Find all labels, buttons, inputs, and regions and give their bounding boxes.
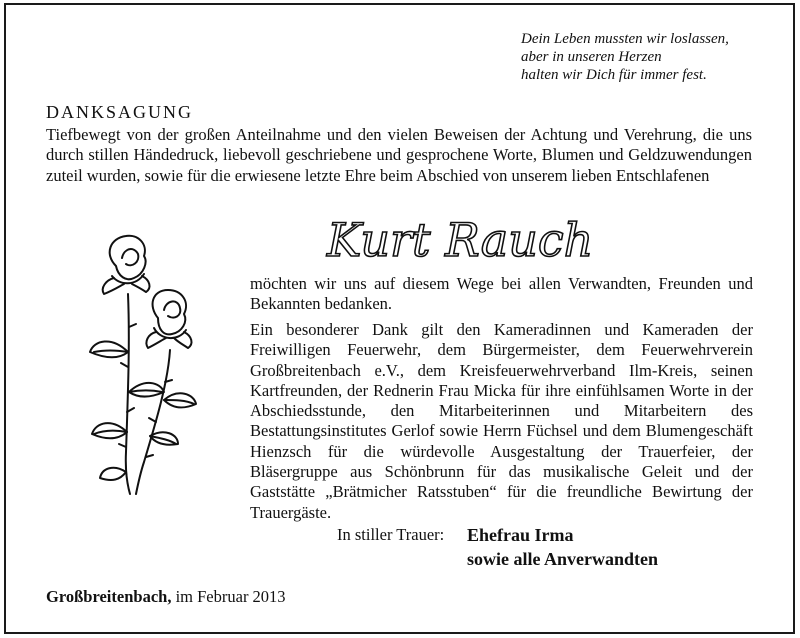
quote-line: aber in unseren Herzen	[521, 49, 662, 65]
memorial-quote	[521, 30, 729, 84]
heading: DANKSAGUNG	[46, 102, 194, 122]
place-town: Großbreitenbach,	[46, 587, 172, 606]
quote-line: halten wir Dich für immer fest.	[521, 67, 707, 83]
intro-text: Tiefbewegt von der großen Anteilnahme und den vielen Beweisen der Achtung und Verehrung, die uns durch stillen Händedruck, liebevoll geschriebene und gesprochene Worte, Blumen und Geldzuwendungen zuteil wurden, sowie für die erwiesene letzte Ehre beim Abschied von unserem lieben Entschlafenen	[46, 125, 752, 185]
thanks-paragraph: möchten wir uns auf diesem Wege bei allen Verwandten, Freunden und Bekannten bedanken.	[250, 274, 753, 314]
special-thanks-paragraph: Ein besonderer Dank gilt den Kameradinnen und Kameraden der Freiwilligen Feuerwehr, dem Bürgermeister, dem Feuerwehrverein Großbreitenbach e.V., dem Kreisfeuerwehrverband Ilm-Kreis, seinen Kartfreunden, der Rednerin Frau Micka für ihre einfühlsamen Worte in der Abschiedsstunde, den Mitarbeiterinnen und Mitarbeitern des Bestattungsinstitutes Gerlof sowie Herrn Füchsel und dem Blumengeschäft Hienzsch für die würdevolle Ausgestaltung der Trauerfeier, der Bläsergruppe aus Schönbrunn für das musikalische Geleit und der Gaststätte „Brätmicher Ratsstuben“ für die freundliche Bewirtung der Trauergäste.	[250, 320, 753, 522]
rose-icon	[86, 232, 206, 497]
deceased-name	[325, 200, 625, 272]
mourning-label: In stiller Trauer:	[337, 525, 445, 544]
place-date	[46, 587, 286, 607]
place-date-text: im Februar 2013	[175, 587, 286, 606]
svg-text:Kurt Rauch: Kurt Rauch	[327, 213, 594, 267]
mourner-relatives: sowie alle Anverwandten	[467, 549, 658, 569]
quote-line: Dein Leben mussten wir loslassen,	[521, 31, 729, 47]
mourner-wife: Ehefrau Irma	[467, 525, 574, 545]
